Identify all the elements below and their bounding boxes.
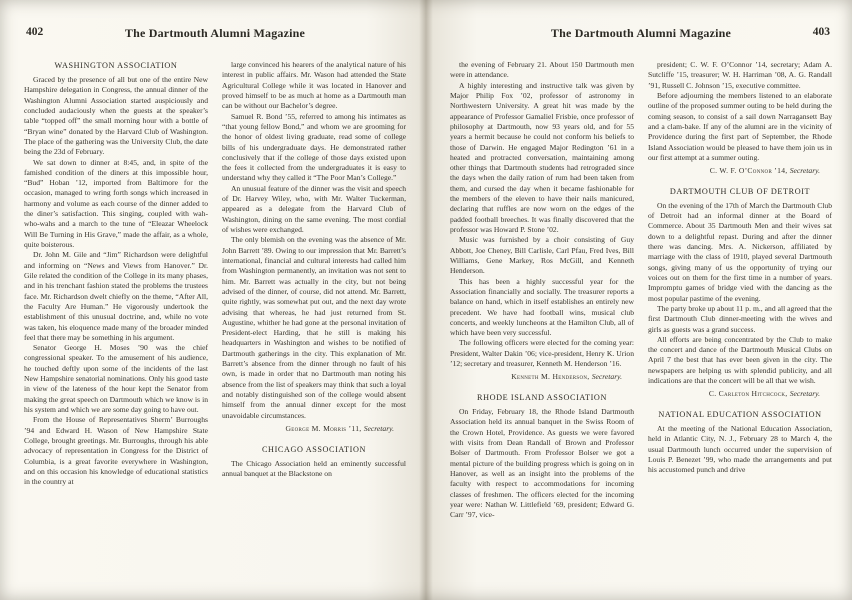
paragraph: From the House of Representatives Sherm’ Burroughs ’94 and Edward H. Wason of New Hampshire State College, brought greetings. Mr. Burroughs, through his able advocacy of representation in Congress for the District of Columbia, is a great favorite everywhere in Washington, and on this occasion his knowledge of educational statistics in the country at: [24, 415, 208, 487]
paragraph: The only blemish on the evening was the absence of Mr. John Barrett ’89. Owing to our impression that Mr. Barrett’s international, financial and cultural interests had called him from Washington permanently, an invitation was not sent to him. Mr. Barrett was actually in the city, but not being advised of the dinner, of course, did not attend. Mr. Barrett, quite rightly, was somewhat put out, and the next day wrote advising that whereas, he had just returned from St. Augustine, whither he had gone at the personal invitation of President-elect Harding, that he still is making his headquarters in Washington and wishes to be notified of Dartmouth gatherings in the city. This explanation of Mr. Barrett’s absence from the dinner through no fault of his own, is made in order that no Dartmouth man noting his absence from the list of speakers may think that such a loyal and notably distinguished son of the college would absent himself from the annual dinner except for the most unavoidable circumstances.: [222, 235, 406, 420]
page-number-left: 402: [26, 26, 44, 38]
signature-role: Secretary.: [591, 372, 622, 382]
paragraph: On Friday, February 18, the Rhode Island Dartmouth Association held its annual banquet in the Swiss Room of the Crown Hotel, Providence. As guests we were favored with visits from Dean Randall of Brown and Professor Bolser of Dartmouth. From Professor Bolser we got a mental picture of the building progress which is going on in Hanover, as well as an insight into the problems of the faculty with respect to accommodations for incoming classes of freshmen. The officers elected for the incoming year were: Nathan W. Littlefield ’69, president; Edward G. Carr ’97, vice-: [450, 407, 634, 520]
signature-line: [648, 166, 832, 177]
signature-role: Secretary.: [789, 166, 820, 176]
text-column: [648, 60, 832, 594]
section-heading: CHICAGO ASSOCIATION: [262, 444, 366, 454]
paragraph: All efforts are being concentrated by the Club to make the concert and dance of the Dartmouth Musical Clubs on April 7 the best that has ever been given in the city. The newspapers are helping us with splendid publicity, and all indications are that the concert will be all that we wish.: [648, 334, 832, 386]
paragraph: We sat down to dinner at 8:45, and, in spite of the famished condition of the diners at this impossible hour, “Bud” Hoban ’12, imported from Baltimore for the occasion, managed to wring forth songs which increased in harmony and volume as each course of the dinner added to the diner’s satisfaction. This singing, coupled with wah-who-wahs and a march to the tune of “Eleazar Wheelock Will Be Turning in His Grave,” made the affair, as a whole, quite boisterous.: [24, 157, 208, 249]
section-heading: NATIONAL EDUCATION ASSOCIATION: [658, 410, 822, 419]
paragraph: large convinced his hearers of the analytical nature of his interest in public affairs. Mr. Wason had attended the State Agricultural College while it was located in Hanover and proved himself to be as much at home as a Dartmouth man can be without our Bachelor’s degree.: [222, 60, 406, 111]
text-columns-right: [450, 60, 832, 594]
paragraph: Samuel R. Bond ’55, referred to among his intimates as “that young fellow Bond,” and whom we are grooming for the honor of oldest living graduate, read some of college bills of his undergraduate days. He demonstrated rather conclusively that if the college of those days existed upon the fees it collected from the undergraduates it is easy to understand why they called it “The Poor Man’s College.”: [222, 111, 406, 183]
section-heading: DARTMOUTH CLUB OF DETROIT: [669, 186, 811, 196]
text-column: [450, 60, 634, 594]
paragraph: The following officers were elected for the coming year: President, Walter Dakin ’06; vice-president, Henry K. Urion ’12; secretary and treasurer, Kenneth M. Henderson ’16.: [450, 338, 634, 369]
signature-line: [450, 372, 634, 383]
section-heading: WASHINGTON ASSOCIATION: [54, 61, 178, 70]
signature-role: Secretary.: [363, 423, 394, 433]
signature-name: C. Carleton Hitchcock,: [708, 389, 790, 399]
paragraph: president; C. W. F. O’Connor ’14, secretary; Adam A. Sutcliffe ’15, treasurer; W. H. Harriman ’08, A. G. Randall ’91, Russell C. Johnson ’15, executive committee.: [648, 60, 832, 90]
paragraph: Graced by the presence of all but one of the entire New Hampshire delegation in Congress, the annual dinner of the Washington Alumni Association started auspiciously and concluded audaciously when the guests at the speaker’s table “topped off” the small morning hour with a bottle of “Bryan wine” donated by the Harvard Club of Washington. The place of the gathering was the University Club, the date being the 23d of February.: [24, 75, 208, 157]
magazine-title: The Dartmouth Alumni Magazine: [124, 26, 306, 40]
signature-name: George M. Morris ’11,: [285, 423, 364, 433]
paragraph: At the meeting of the National Education Association, held in Atlantic City, N. J., February 28 to March 4, the usual Dartmouth lunch occurred under the supervision of Louis P. Benezet ’99, who made the arrangements and put his accustomed punch and drive: [648, 424, 832, 475]
text-column: [24, 60, 208, 594]
paragraph: the evening of February 21. About 150 Dartmouth men were in attendance.: [450, 60, 634, 80]
signature-line: [648, 389, 832, 400]
signature-role: Secretary.: [789, 389, 820, 399]
paragraph: The Chicago Association held an eminently successful annual banquet at the Blackstone on: [222, 458, 406, 478]
paragraph: This has been a highly successful year for the Association financially and socially. The treasurer reports a balance on hand, which in itself establishes an entirely new precedent. We have had football wins, musical club concerts, and weekly luncheons at the Hamilton Club, all of which have been very successful.: [450, 276, 634, 338]
paragraph: On the evening of the 17th of March the Dartmouth Club of Detroit had an informal dinner at the Board of Commerce. About 35 Dartmouth Men and their wives sat down to a delightful repast. During and after the dinner there was dancing. Mrs. A. Nickerson, affiliated by marriage with the class of 1910, played several Dartmouth songs, giving many of us the opportunity of trying our voices out on them for the first time in a number of years. Impromptu games of bridge vied with the dancing as the most popular pastime of the evening.: [648, 200, 832, 303]
paragraph: An unusual feature of the dinner was the visit and speech of Dr. Harvey Wiley, who, with Mr. Walter Tuckerman, appeared as a delegate from the Harvard Club of Washington, dining on the same evening. The most cordial of wishes were exchanged.: [222, 183, 406, 234]
page-number-right: 403: [812, 26, 830, 38]
signature-line: [222, 424, 406, 435]
page-right: [426, 0, 852, 600]
page-header-right: [450, 24, 832, 50]
paragraph: Before adjourning the members listened to an elaborate outline of the proposed summer outing to be held during the coming season, to consist of a sail down Narragansett Bay and a clam-bake. If any of the alumni are in the vicinity of Providence during the first part of September, the Rhode Island Association would be pleased to have them join us in our first attempt at a summer outing.: [648, 90, 832, 162]
paragraph: The party broke up about 11 p. m., and all agreed that the first Dartmouth Club dinner-meeting with the wives and girls as guests was a grand success.: [648, 303, 832, 334]
paragraph: Dr. John M. Gile and “Jim” Richardson were delightful and informing on “News and Views from Hanover.” Dr. Gile related the condition of the College in its many phases, and in his trenchant fashion stated the problems the trustees face. Mr. Richardson dwelt chiefly on the theme, “After All, the Faculty Are Human.” He vigorously undertook the establishment of this unusual doctrine, and, while no vote was taken, his eloquence made many of the broader minded feel that there may be something in his argument.: [24, 250, 208, 342]
paragraph: Music was furnished by a choir consisting of Guy Abbott, Joe Cheney, Bill Carlisle, Carl Pfau, Fred Ives, Bill Williams, Gene Markey, Ros McGill, and Kenneth Henderson.: [450, 235, 634, 276]
signature-name: Kenneth M. Henderson,: [511, 372, 592, 382]
paragraph: A highly interesting and instructive talk was given by Major Philip Fox ’02, professor of astronomy in Northwestern University. A great hit was made by the appearance of Professor Gamaliel Frisbie, once professor of philosophy at Dartmouth, now 93 years old, and for 55 years a hermit because he could not conform his beliefs to those of Darwin. He engaged Major Redington ’61 in a heated and protracted conversation, maintaining among other things that Dartmouth students had retrograded since the days when the daily ration of rum had been taken from them, and cursed the day when it became fashionable for the members of the eleven to have their nails manicured, declaring that ruffles are now worn on the edges of the padded football breeches. It was finally discovered that the professor was Howard P. Stone ’02.: [450, 80, 634, 234]
paragraph: Senator George H. Moses ’90 was the chief congressional speaker. To the amusement of his audience, he touched deftly upon some of the incidents of the last New Hampshire senatorial nominations. Only his good taste in view of the lateness of the hour kept the Senator from making the great speech on Dartmouth which we know is in his system and which we are some day going to have out.: [24, 343, 208, 414]
magazine-title: The Dartmouth Alumni Magazine: [550, 26, 732, 40]
signature-name: C. W. F. O’Connor ’14,: [709, 166, 790, 176]
page-header-left: [24, 24, 406, 50]
text-columns-left: [24, 60, 406, 594]
section-heading: RHODE ISLAND ASSOCIATION: [477, 393, 607, 402]
text-column: [222, 60, 406, 594]
